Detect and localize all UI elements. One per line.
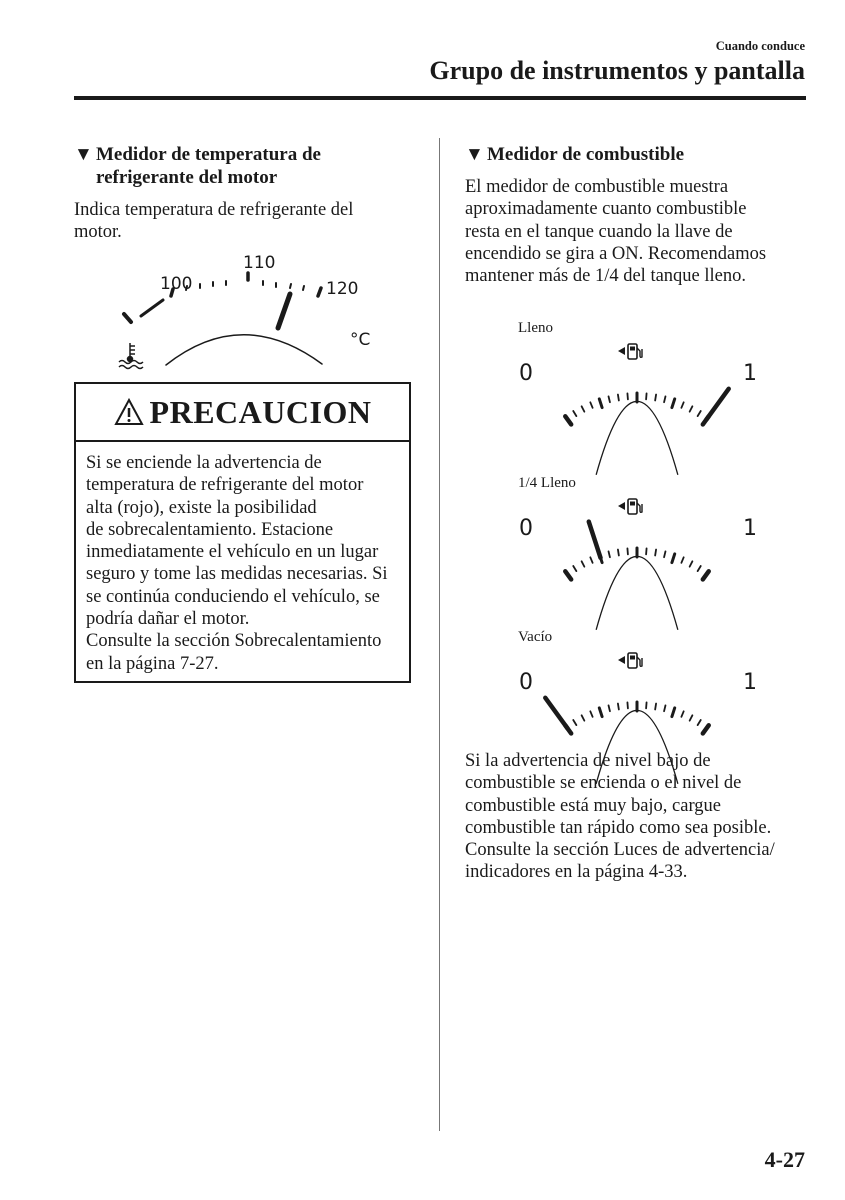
fuel-tick xyxy=(590,402,592,408)
fuel-pump-icon xyxy=(618,653,642,668)
fuel-gauge-label-full: Lleno xyxy=(518,320,553,336)
fuel-tick xyxy=(703,725,709,733)
fuel-tick xyxy=(703,571,709,579)
caution-line: en la página 7-27. xyxy=(86,653,219,674)
fuel-pump-body xyxy=(628,653,637,668)
fuel-pump-window xyxy=(630,502,635,506)
fuel-tick xyxy=(655,704,656,710)
fuel-needle xyxy=(589,522,601,558)
fuel-arc xyxy=(596,556,678,629)
fuel-outro-line: indicadores en la página 4-33. xyxy=(465,862,688,883)
temp-label-100: 100 xyxy=(160,274,193,294)
fuel-tick xyxy=(698,411,701,416)
caution-line: Si se enciende la advertencia de xyxy=(86,453,322,473)
temp-heading-line2: refrigerante del motor xyxy=(96,167,278,188)
temp-intro-line: motor. xyxy=(74,222,122,243)
section-label: Cuando conduce xyxy=(715,39,805,53)
fuel-pump-window xyxy=(630,656,635,660)
fuel-tick xyxy=(681,402,683,408)
fuel-label-min: 0 xyxy=(519,670,533,695)
fuel-outro xyxy=(465,750,810,884)
caution-title: PRECAUCION xyxy=(149,393,372,430)
fuel-tick xyxy=(655,395,656,401)
fuel-intro-line: El medidor de combustible muestra xyxy=(465,177,729,197)
caution-line: inmediatamente el vehículo en un lugar xyxy=(86,542,379,563)
fuel-tick xyxy=(681,557,683,563)
page-title: Grupo de instrumentos y pantalla xyxy=(429,56,805,85)
temp-intro-line: Indica temperatura de refrigerante del xyxy=(74,200,354,220)
fuel-gauge-label-quarter: 1/4 Lleno xyxy=(518,475,576,491)
fuel-tick xyxy=(582,406,585,411)
caution-line: temperatura de refrigerante del motor xyxy=(86,475,364,496)
fuel-label-min: 0 xyxy=(519,361,533,386)
fuel-tick xyxy=(690,715,693,720)
fuel-tick xyxy=(573,411,576,416)
temp-label-110: 110 xyxy=(243,253,276,273)
page-number: 4-27 xyxy=(764,1147,805,1172)
fuel-tick xyxy=(590,711,592,717)
caution-line: alta (rojo), existe la posibilidad xyxy=(86,497,317,518)
temp-label-120: 120 xyxy=(326,279,359,299)
fuel-tick xyxy=(590,557,592,563)
fuel-outro-line: combustible se encienda o el nivel de xyxy=(465,773,742,794)
fuel-label-max: 1 xyxy=(743,361,757,386)
fuel-outro-line: Si la advertencia de nivel bajo de xyxy=(465,751,711,771)
fuel-tick xyxy=(573,566,576,571)
fuel-door-arrow-icon xyxy=(618,502,625,510)
fuel-label-min: 0 xyxy=(519,516,533,541)
caution-line: se continúa conduciendo el vehículo, se xyxy=(86,586,380,607)
fuel-tick xyxy=(582,561,585,566)
fuel-pump-body xyxy=(628,499,637,514)
fuel-tick xyxy=(672,399,675,408)
caution-line: podría dañar el motor. xyxy=(86,609,250,630)
fuel-label-max: 1 xyxy=(743,670,757,695)
fuel-gauge-label-empty: Vacío xyxy=(518,629,553,645)
fuel-outro-line: combustible está muy bajo, cargue xyxy=(465,795,722,816)
fuel-outro-line: combustible tan rápido como sea posible. xyxy=(465,817,772,838)
fuel-tick xyxy=(573,720,576,725)
temp-unit: °C xyxy=(350,330,371,350)
fuel-needle xyxy=(545,698,567,729)
fuel-tick xyxy=(565,571,571,579)
fuel-heading-text: Medidor de combustible xyxy=(487,144,685,165)
fuel-tick xyxy=(698,566,701,571)
fuel-pump-icon xyxy=(618,499,642,514)
caution-line: de sobrecalentamiento. Estacione xyxy=(86,519,334,540)
fuel-tick xyxy=(599,708,602,717)
caution-line: Consulte la sección Sobrecalentamiento xyxy=(86,631,382,652)
fuel-intro-line: resta en el tanque cuando la llave de xyxy=(465,221,733,242)
fuel-needle xyxy=(706,389,728,420)
fuel-tick xyxy=(655,550,656,556)
fuel-tick xyxy=(618,704,619,710)
fuel-tick xyxy=(664,705,665,711)
fuel-tick xyxy=(664,396,665,402)
fuel-tick xyxy=(618,550,619,556)
fuel-gauge xyxy=(519,344,757,475)
fuel-tick xyxy=(681,711,683,717)
fuel-pump-window xyxy=(630,347,635,351)
fuel-tick xyxy=(609,551,610,557)
fuel-tick xyxy=(582,715,585,720)
temp-heading-line1: Medidor de temperatura de xyxy=(96,144,321,165)
fuel-tick xyxy=(609,396,610,402)
fuel-tick xyxy=(565,416,571,424)
fuel-outro-line: Consulte la sección Luces de advertencia/ xyxy=(465,840,775,861)
caution-line: seguro y tome las medidas necesarias. Si xyxy=(86,564,388,585)
fuel-tick xyxy=(599,399,602,408)
section-triangle-icon: ▼ xyxy=(74,144,93,165)
fuel-door-arrow-icon xyxy=(618,347,625,355)
fuel-tick xyxy=(690,561,693,566)
fuel-tick xyxy=(664,551,665,557)
fuel-intro-line: mantener más de 1/4 del tanque lleno. xyxy=(465,266,747,287)
fuel-tick xyxy=(618,395,619,401)
section-triangle-icon: ▼ xyxy=(465,144,484,165)
fuel-arc xyxy=(596,401,678,474)
fuel-intro-line: aproximadamente cuanto combustible xyxy=(465,199,747,220)
fuel-tick xyxy=(690,406,693,411)
fuel-tick xyxy=(698,720,701,725)
fuel-gauge xyxy=(519,499,757,630)
fuel-door-arrow-icon xyxy=(618,656,625,664)
fuel-tick xyxy=(609,705,610,711)
fuel-tick xyxy=(672,708,675,717)
fuel-pump-icon xyxy=(618,344,642,359)
fuel-pump-body xyxy=(628,344,637,359)
fuel-tick xyxy=(672,554,675,563)
fuel-label-max: 1 xyxy=(743,516,757,541)
fuel-intro-line: encendido se gira a ON. Recomendamos xyxy=(465,243,767,264)
